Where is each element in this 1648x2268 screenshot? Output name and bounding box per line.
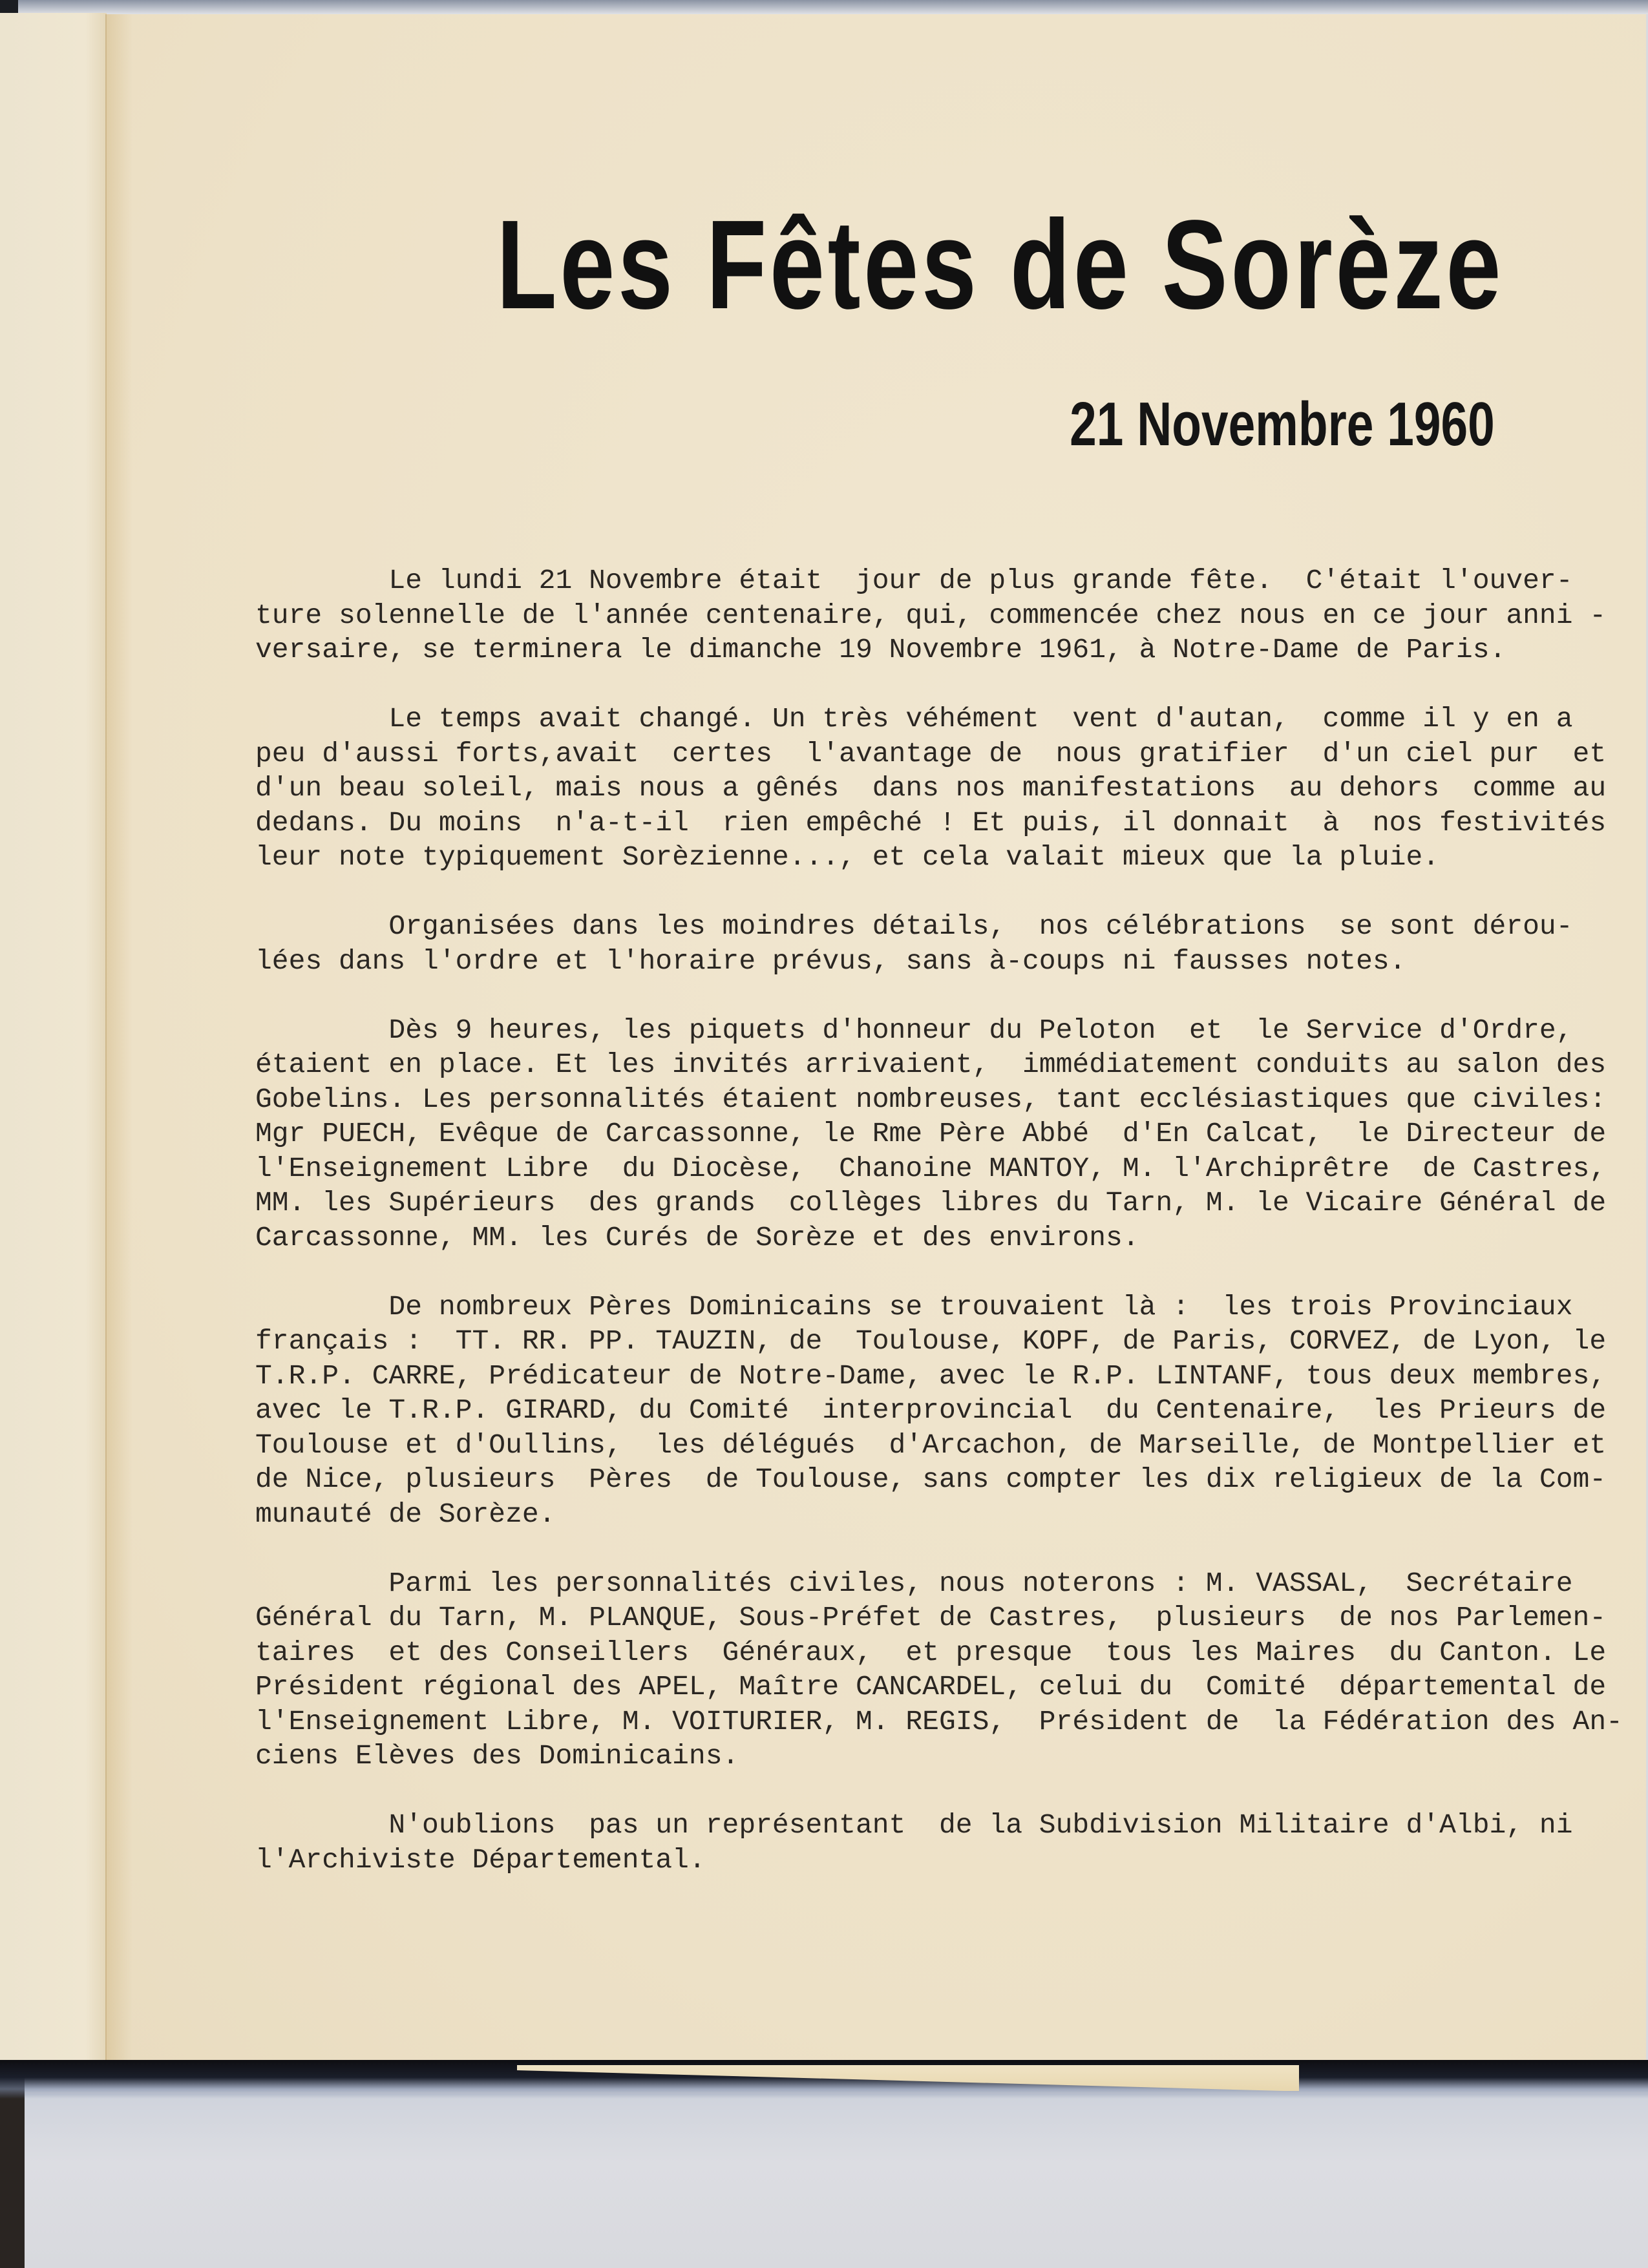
text-line: Président régional des APEL, Maître CANCARDEL, celui du Comité départemental de: [255, 1671, 1607, 1703]
text-line: étaient en place. Et les invités arrivaient, immédiatement conduits au salon des: [255, 1049, 1607, 1080]
text-line: dedans. Du moins n'a-t-il rien empêché ! Et puis, il donnait à nos festivités: [255, 806, 1607, 839]
text-line: Gobelins. Les personnalités étaient nombreuses, tant ecclésiastiques que civiles:: [255, 1083, 1607, 1115]
text-line: français : TT. RR. PP. TAUZIN, de Toulouse, KOPF, de Paris, CORVEZ, de Lyon, le: [255, 1325, 1607, 1357]
text-line: Organisées dans les moindres détails, nos célébrations se sont dérou-: [255, 910, 1573, 942]
text-line: versaire, se terminera le dimanche 19 Novembre 1961, à Notre-Dame de Paris.: [255, 634, 1506, 666]
paragraph: [255, 1290, 1607, 1532]
text-line: avec le T.R.P. GIRARD, du Comité interprovincial du Centenaire, les Prieurs de: [255, 1394, 1607, 1426]
paragraph: [255, 909, 1573, 978]
paragraph: [255, 1566, 1623, 1774]
scan-corner-shadow: [0, 0, 18, 14]
paragraph: [255, 563, 1607, 667]
text-line: Mgr PUECH, Evêque de Carcassonne, le Rme Père Abbé d'En Calcat, le Directeur de: [255, 1118, 1607, 1150]
text-line: Le lundi 21 Novembre était jour de plus grande fête. C'était l'ouver-: [255, 565, 1573, 596]
text-line: munauté de Sorèze.: [255, 1498, 556, 1530]
text-line: ture solennelle de l'année centenaire, qui, commencée chez nous en ce jour anni -: [255, 599, 1607, 631]
text-line: Toulouse et d'Oullins, les délégués d'Arcachon, de Marseille, de Montpellier et: [255, 1429, 1607, 1461]
text-line: de Nice, plusieurs Pères de Toulouse, sans compter les dix religieux de la Com-: [255, 1464, 1607, 1495]
text-line: Parmi les personnalités civiles, nous noterons : M. VASSAL, Secrétaire: [255, 1567, 1573, 1599]
text-line: lées dans l'ordre et l'horaire prévus, sans à-coups ni fausses notes.: [255, 945, 1406, 977]
text-line: De nombreux Pères Dominicains se trouvaient là : les trois Provinciaux: [255, 1290, 1573, 1323]
text-line: l'Archiviste Départemental.: [255, 1843, 706, 1876]
text-line: peu d'aussi forts,avait certes l'avantage de nous gratifier d'un ciel pur et: [255, 737, 1607, 770]
event-date: 21 Novembre 1960: [1070, 390, 1495, 459]
text-line: l'Enseignement Libre du Diocèse, Chanoine MANTOY, M. l'Archiprêtre de Castres,: [255, 1152, 1607, 1184]
facing-page-strip: [0, 13, 107, 2061]
text-line: Le temps avait changé. Un très véhément vent d'autan, comme il y en a: [255, 703, 1573, 735]
text-line: T.R.P. CARRE, Prédicateur de Notre-Dame, avec le R.P. LINTANF, tous deux membres,: [255, 1360, 1607, 1392]
text-line: Carcassonne, MM. les Curés de Sorèze et des environs.: [255, 1221, 1139, 1254]
text-line: leur note typiquement Sorèzienne..., et cela valait mieux que la pluie.: [255, 841, 1440, 873]
page-title: Les Fêtes de Sorèze: [496, 194, 1505, 335]
text-line: d'un beau soleil, mais nous a gênés dans nos manifestations au dehors comme au: [255, 772, 1607, 804]
text-line: N'oublions pas un représentant de la Subdivision Militaire d'Albi, ni: [255, 1809, 1573, 1841]
paragraph: [255, 1808, 1573, 1877]
text-line: Général du Tarn, M. PLANQUE, Sous-Préfet de Castres, plusieurs de nos Parlemen-: [255, 1602, 1607, 1633]
text-line: MM. les Supérieurs des grands collèges libres du Tarn, M. le Vicaire Général de: [255, 1187, 1607, 1219]
text-line: l'Enseignement Libre, M. VOITURIER, M. REGIS, Président de la Fédération des An-: [255, 1705, 1623, 1738]
scanner-bed: [25, 2094, 1648, 2268]
scan-top-edge: [0, 0, 1648, 14]
paragraph: [255, 702, 1607, 875]
paragraph: [255, 1013, 1607, 1255]
text-line: ciens Elèves des Dominicains.: [255, 1740, 739, 1772]
text-line: Dès 9 heures, les piquets d'honneur du Peloton et le Service d'Ordre,: [255, 1014, 1573, 1046]
text-line: taires et des Conseillers Généraux, et presque tous les Maires du Canton. Le: [255, 1636, 1607, 1668]
article-body: [255, 563, 1623, 1912]
